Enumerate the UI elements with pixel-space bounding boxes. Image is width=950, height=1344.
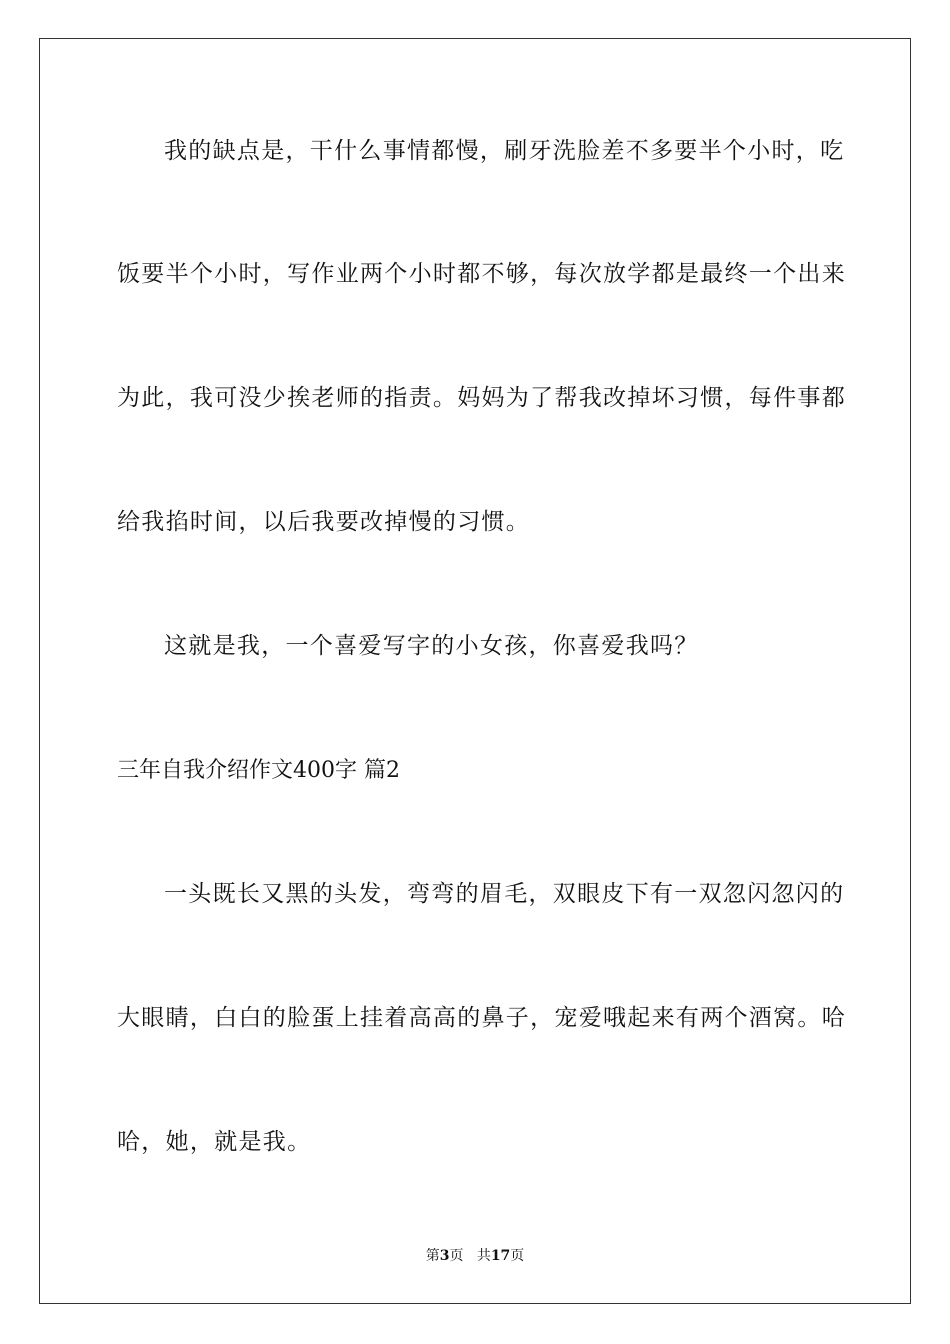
paragraph-line: 为此，我可没少挨老师的指责。妈妈为了帮我改掉坏习惯，每件事都 — [117, 385, 846, 411]
paragraph-line: 大眼睛，白白的脸蛋上挂着高高的鼻子，宠爱哦起来有两个酒窝。哈 — [117, 1005, 846, 1031]
paragraph-line: 饭要半个小时，写作业两个小时都不够，每次放学都是最终一个出来 — [117, 261, 846, 287]
page-border — [39, 38, 911, 1304]
paragraph-line: 这就是我，一个喜爱写字的小女孩，你喜爱我吗？ — [164, 633, 699, 659]
footer-total-prefix: 共 — [476, 1248, 491, 1264]
page-footer — [0, 1247, 950, 1265]
paragraph-line: 哈，她，就是我。 — [117, 1129, 312, 1155]
paragraph-line: 我的缺点是，干什么事情都慢，刷牙洗脸差不多要半个小时，吃 — [164, 138, 845, 164]
footer-page-suffix: 页 — [449, 1248, 464, 1264]
paragraph-line: 一头既长又黑的头发，弯弯的眉毛，双眼皮下有一双忽闪忽闪的 — [164, 881, 845, 907]
footer-total-suffix: 页 — [510, 1248, 525, 1264]
footer-total-pages: 17 — [490, 1248, 511, 1264]
paragraph-line: 给我掐时间，以后我要改掉慢的习惯。 — [117, 509, 531, 535]
footer-page-number: 3 — [439, 1248, 450, 1264]
section-heading: 三年自我介绍作文400字 篇2 — [117, 758, 400, 783]
footer-prefix: 第 — [425, 1248, 440, 1264]
